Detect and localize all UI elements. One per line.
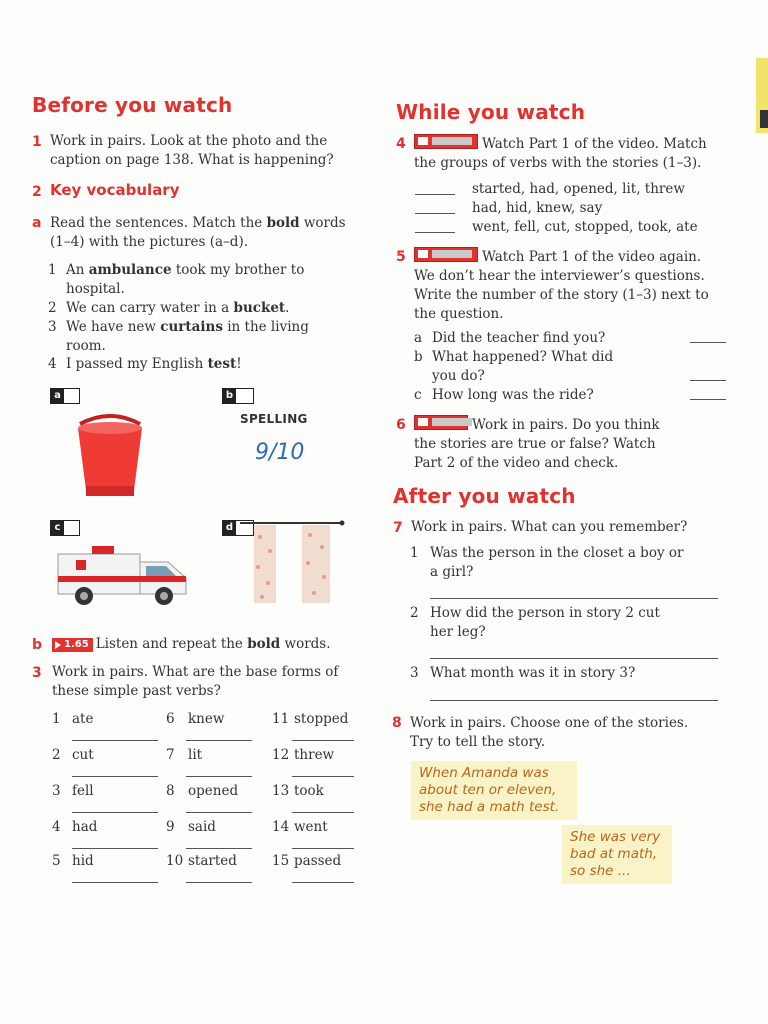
picture-label-d: d (222, 520, 254, 536)
verb-word: fell (72, 783, 94, 799)
verb-answer-line[interactable] (72, 776, 158, 777)
ex1-number: 1 (32, 134, 42, 150)
verb-answer-line[interactable] (186, 882, 252, 883)
verb-answer-line[interactable] (186, 848, 252, 849)
after-you-watch-heading: After you watch (393, 484, 576, 508)
ex8-number: 8 (392, 715, 402, 731)
before-you-watch-heading: Before you watch (32, 93, 233, 117)
spelling-score: 9/10 (255, 440, 305, 465)
ex5-question-b: b What happened? What did you do? (414, 349, 614, 384)
ex2a-letter: a (32, 215, 42, 231)
curtains-picture (240, 517, 346, 605)
verb-answer-line[interactable] (292, 848, 354, 849)
verb-answer-line[interactable] (72, 848, 158, 849)
ex5-question-a: a Did the teacher find you? (414, 330, 606, 346)
verb-word: cut (72, 747, 94, 763)
verb-answer-line[interactable] (186, 776, 252, 777)
verb-number: 14 (272, 819, 290, 835)
ex8-text: Work in pairs. Choose one of the stories. Try to tell the story. (410, 715, 689, 750)
verb-answer-line[interactable] (292, 812, 354, 813)
verb-answer-line[interactable] (72, 882, 158, 883)
verb-answer-line[interactable] (186, 812, 252, 813)
ex7-question-3: 3 What month was it in story 3? (410, 665, 636, 681)
bucket-picture (74, 414, 146, 500)
verb-word: hid (72, 853, 94, 869)
verb-item (52, 782, 94, 801)
speech-note-1: When Amanda was about ten or eleven, she had a math test. (411, 761, 577, 820)
verb-word: passed (294, 853, 342, 869)
verb-word: started (188, 853, 237, 869)
while-you-watch-heading: While you watch (396, 100, 586, 124)
ex2a-instructions: Read the sentences. Match the bold words (1–4) with the pictures (a–d). (50, 215, 346, 250)
verb-word: went (294, 819, 328, 835)
ex5-answer-line-c[interactable] (690, 399, 726, 400)
verb-number: 2 (52, 747, 61, 763)
verb-item (272, 818, 328, 837)
page-edge-tab-dark (760, 110, 768, 128)
verb-answer-line[interactable] (292, 776, 354, 777)
ex7-answer-line-3[interactable] (430, 700, 718, 701)
ex7-intro: Work in pairs. What can you remember? (411, 519, 688, 535)
verb-item (166, 852, 237, 871)
verb-word: took (294, 783, 324, 799)
verb-number: 1 (52, 711, 61, 727)
verb-answer-line[interactable] (72, 812, 158, 813)
verb-number: 5 (52, 853, 61, 869)
ex5-number: 5 (396, 249, 406, 265)
spelling-label: SPELLING (240, 412, 308, 426)
key-vocabulary-heading: Key vocabulary (50, 181, 180, 199)
ex4-group-3: went, fell, cut, stopped, took, ate (472, 219, 698, 235)
ex4-text: Watch Part 1 of the video. Match the groups of verbs with the stories (1–3). (414, 136, 707, 171)
picture-label-c: c (50, 520, 80, 536)
verb-word: lit (188, 747, 203, 763)
video-clip-icon[interactable] (414, 247, 478, 262)
video-clip-icon[interactable] (414, 134, 478, 149)
ex4-number: 4 (396, 136, 406, 152)
verb-answer-line[interactable] (186, 740, 252, 741)
verb-number: 4 (52, 819, 61, 835)
ex7-question-2: 2 How did the person in story 2 cut her leg? (410, 605, 660, 640)
verb-word: stopped (294, 711, 349, 727)
ex4-group-2: had, hid, knew, say (472, 200, 603, 216)
video-clip-icon[interactable] (414, 415, 468, 430)
verb-number: 8 (166, 783, 175, 799)
verb-number: 13 (272, 783, 290, 799)
verb-word: knew (188, 711, 225, 727)
ex3-number: 3 (32, 665, 42, 681)
verb-item (52, 852, 94, 871)
verb-answer-line[interactable] (72, 740, 158, 741)
verb-number: 6 (166, 711, 175, 727)
ex2b-letter: b (32, 637, 43, 653)
verb-item (166, 710, 224, 729)
verb-item (166, 746, 202, 765)
verb-item (52, 818, 97, 837)
ex6-number: 6 (396, 417, 406, 433)
verb-number: 9 (166, 819, 175, 835)
verb-number: 11 (272, 711, 290, 727)
vocab-item-1: 1 An ambulance took my brother to hospital. (48, 262, 305, 297)
ex3-text: Work in pairs. What are the base forms of these simple past verbs? (52, 664, 339, 699)
ex5-text: Watch Part 1 of the video again. We don’t hear the interviewer’s questions. Write the number of the story (1–3) next to the question. (414, 249, 709, 322)
ex6-text: Work in pairs. Do you think the stories are true or false? Watch Part 2 of the video and check. (414, 417, 660, 471)
verb-item (272, 852, 341, 871)
picture-label-b: b (222, 388, 254, 404)
verb-word: said (188, 819, 216, 835)
verb-answer-line[interactable] (292, 882, 354, 883)
speech-note-2: She was very bad at math, so she ... (562, 825, 672, 884)
ex4-group-1: started, had, opened, lit, threw (472, 181, 685, 197)
ex4-answer-line-1[interactable] (415, 194, 455, 195)
verb-number: 10 (166, 853, 184, 869)
vocab-item-2: 2 We can carry water in a bucket. (48, 300, 290, 316)
ex2b-text: 1.65 Listen and repeat the bold words. (52, 635, 382, 654)
verb-word: ate (72, 711, 94, 727)
verb-number: 12 (272, 747, 290, 763)
ex7-answer-line-1[interactable] (430, 598, 718, 599)
ex7-question-1: 1 Was the person in the closet a boy or a girl? (410, 545, 684, 580)
ex1-text: Work in pairs. Look at the photo and the caption on page 138. What is happening? (50, 133, 334, 168)
verb-item (272, 710, 348, 729)
verb-item (52, 746, 94, 765)
verb-item (272, 782, 324, 801)
ex5-answer-line-b[interactable] (690, 380, 726, 381)
verb-answer-line[interactable] (292, 740, 354, 741)
ex4-answer-line-3[interactable] (415, 232, 455, 233)
ex7-number: 7 (393, 520, 403, 536)
verb-item (52, 710, 93, 729)
ex2-number: 2 (32, 184, 42, 200)
audio-track-icon[interactable]: 1.65 (52, 638, 93, 652)
ex4-answer-line-2[interactable] (415, 213, 455, 214)
picture-label-a: a (50, 388, 80, 404)
ambulance-picture (56, 538, 192, 608)
ex5-question-c: c How long was the ride? (414, 387, 594, 403)
verb-number: 3 (52, 783, 61, 799)
ex7-answer-line-2[interactable] (430, 658, 718, 659)
verb-item (166, 818, 216, 837)
verb-word: opened (188, 783, 239, 799)
verb-number: 15 (272, 853, 290, 869)
verb-item (272, 746, 334, 765)
vocab-item-3: 3 We have new curtains in the living room. (48, 319, 309, 354)
vocab-item-4: 4 I passed my English test! (48, 356, 242, 372)
verb-number: 7 (166, 747, 175, 763)
verb-item (166, 782, 238, 801)
ex5-answer-line-a[interactable] (690, 342, 726, 343)
verb-word: threw (294, 747, 335, 763)
verb-word: had (72, 819, 98, 835)
